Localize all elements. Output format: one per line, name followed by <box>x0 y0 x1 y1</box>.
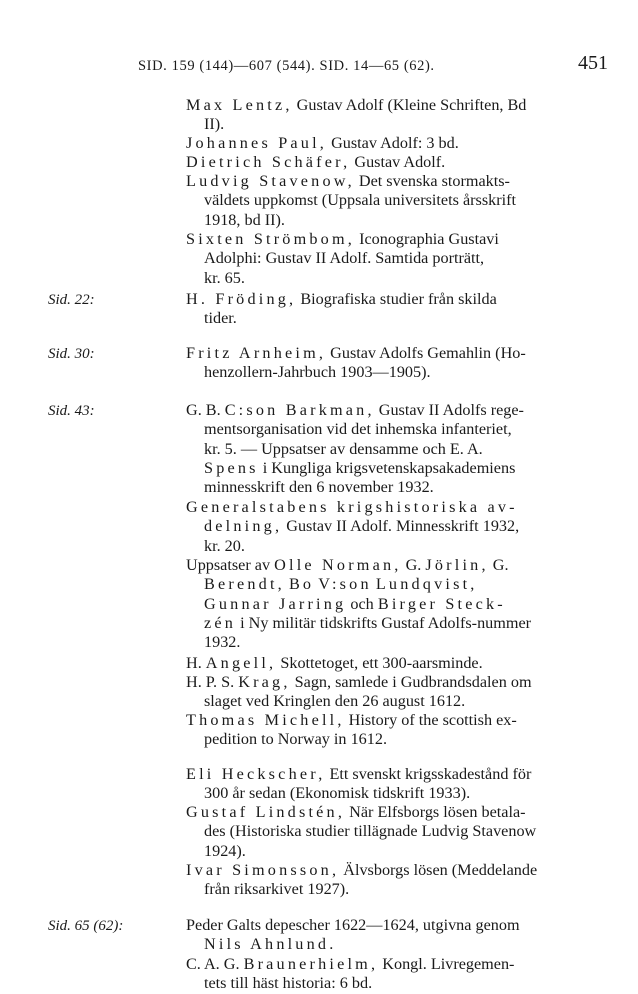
ref-arnheim: Fritz Arnheim, Gustav Adolfs Gemahlin (Ho- henzollern-Jahrbuch 1903—1905). <box>186 344 526 382</box>
ref-paul: Johannes Paul, Gustav Adolf: 3 bd. <box>186 134 459 152</box>
author-name: Ivar Simonsson, <box>186 861 340 879</box>
ref-lindsten: Gustaf Lindstén, När Elfsborgs lösen betala- des (Historiska studier tillägnade Ludvig Stavenow 1924). <box>186 803 537 860</box>
ref-stavenow: Ludvig Stavenow, Det svenska stormakts- väldets uppkomst (Uppsala universitets årsskrift 1918, bd II). <box>186 172 517 229</box>
author-name: Max Lentz, <box>186 96 293 114</box>
ref-barkman: G. B. C:son Barkman, Gustav II Adolfs rege- mentsorganisation vid det inhemska infanteriet, kr. 5. — Uppsatser av densamme och E. A. Spens i Kungliga krigsvetenskapsakademiens minnesskrift den 6 november 1932. <box>186 401 524 497</box>
ref-galt: Peder Galts depescher 1622—1624, utgivna genom Nils Ahnlund. <box>186 916 520 954</box>
ref-angell: H. Angell, Skottetoget, ett 300-aarsminde. <box>186 654 483 672</box>
author-name: Krag, <box>238 673 291 691</box>
ref-braunerhielm: C. A. G. Braunerhielm, Kongl. Livregemen- tets till häst historia: 6 bd. <box>186 955 515 993</box>
ref-lentz: Max Lentz, Gustav Adolf (Kleine Schriften, Bd II). <box>186 96 527 134</box>
author-name: Eli Heckscher, <box>186 765 326 783</box>
ref-uppsatser: Uppsatser av Olle Norman, G. Jörlin, G. Berendt, Bo V:son Lundqvist, Gunnar Jarring och Birger Steck- zén i Ny militär tidskrifts Gustaf Adolfs-nummer 1932. <box>186 556 532 652</box>
section-label-sid-22: Sid. 22: <box>48 292 95 308</box>
ref-krag: H. P. S. Krag, Sagn, samlede i Gudbrandsdalen om slaget ved Kringlen den 26 august 1612. <box>186 673 532 711</box>
author-name: Dietrich Schäfer, <box>186 153 351 171</box>
author-name: Sixten Strömbom, <box>186 230 356 248</box>
author-name: Johannes Paul, <box>186 134 328 152</box>
section-label-sid-30: Sid. 30: <box>48 346 95 362</box>
section-label-sid-65: Sid. 65 (62): <box>48 918 124 934</box>
ref-schafer: Dietrich Schäfer, Gustav Adolf. <box>186 153 446 171</box>
author-name: C:son Barkman, <box>224 401 375 419</box>
ref-froding: H. Fröding, Biografiska studier från skilda tider. <box>186 290 497 328</box>
ref-michell: Thomas Michell, History of the scottish ex- pedition to Norway in 1612. <box>186 711 517 749</box>
author-name: Angell, <box>205 654 277 672</box>
author-name: H. Fröding, <box>186 290 297 308</box>
author-name: Fritz Arnheim, <box>186 344 327 362</box>
author-name: Braunerhielm, <box>243 955 379 973</box>
author-name: Spens <box>204 458 259 477</box>
ref-generalstabens: Generalstabens krigshistoriska av- delning, Gustav II Adolf. Minnesskrift 1932, kr. 20. <box>186 498 520 555</box>
running-head: SID. 159 (144)—607 (544). SID. 14—65 (62). <box>138 58 435 74</box>
ref-simonsson: Ivar Simonsson, Älvsborgs lösen (Meddelande från riksarkivet 1927). <box>186 861 538 899</box>
running-header <box>138 52 608 82</box>
ref-strombom: Sixten Strömbom, Iconographia Gustavi Adolphi: Gustav II Adolf. Samtida porträtt, kr. 65. <box>186 230 499 287</box>
section-label-sid-43: Sid. 43: <box>48 403 95 419</box>
author-name: Ludvig Stavenow, <box>186 172 355 190</box>
page-number: 451 <box>578 52 608 74</box>
author-name: Thomas Michell, <box>186 711 345 729</box>
author-name: Gustaf Lindstén, <box>186 803 346 821</box>
ref-heckscher: Eli Heckscher, Ett svenskt krigsskadestånd för 300 år sedan (Ekonomisk tidskrift 1933). <box>186 765 532 803</box>
